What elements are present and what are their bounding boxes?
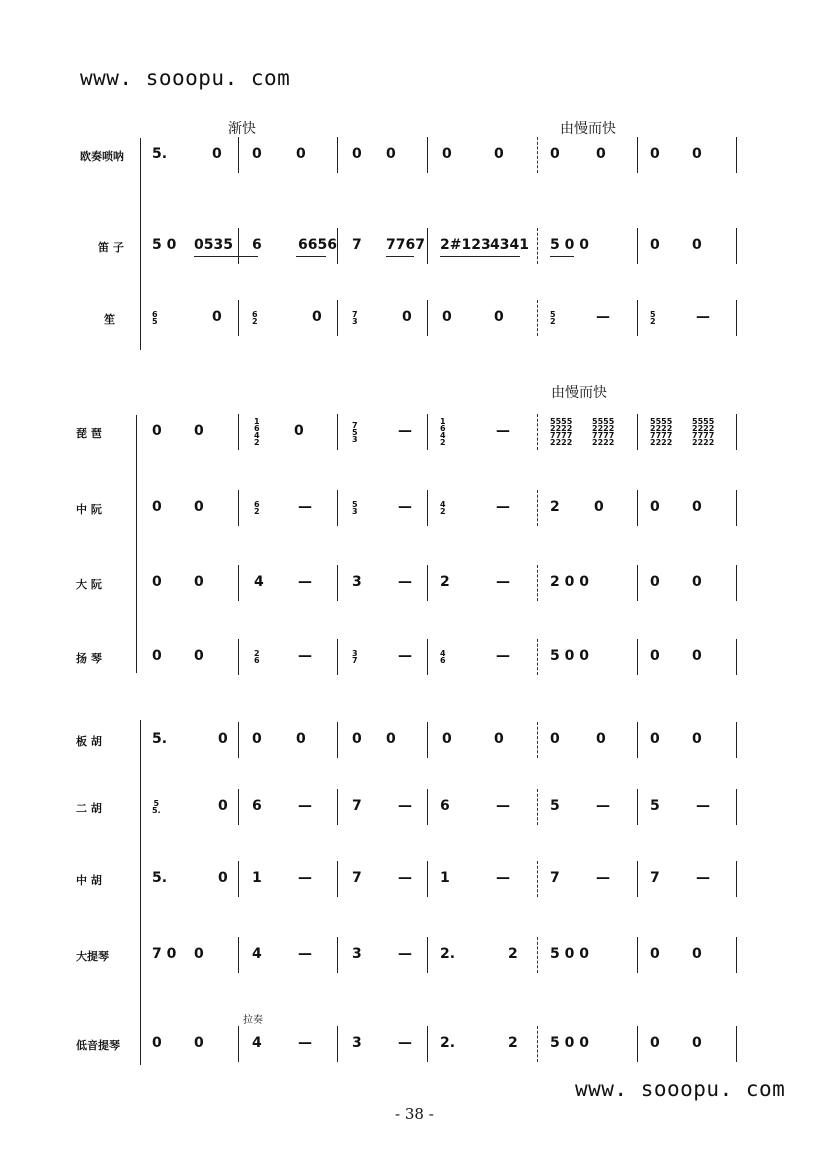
note-daruan: 0	[650, 574, 660, 590]
barline	[238, 137, 239, 173]
note-daruan: —	[298, 574, 312, 590]
note-zhonghu: 1	[440, 870, 450, 886]
barline	[537, 414, 538, 450]
note-sheng: 0	[312, 309, 322, 325]
barline	[537, 937, 538, 973]
note-suona: 0	[252, 146, 262, 162]
note-erhu: 6	[440, 798, 450, 814]
note-daruan: 0	[152, 574, 162, 590]
note-erhu: 5	[650, 798, 660, 814]
note-erhu: —	[696, 798, 710, 814]
note-zhongruan: 5 3	[352, 500, 358, 516]
wind-brace	[140, 138, 141, 350]
barline	[736, 228, 737, 264]
barline	[337, 490, 338, 526]
barline	[637, 490, 638, 526]
barline	[637, 565, 638, 601]
note-erhu: 5 5.	[152, 799, 161, 815]
note-zhonghu: 7	[650, 870, 660, 886]
note-pipa: 0	[152, 423, 162, 439]
note-erhu: —	[596, 798, 610, 814]
barline	[238, 228, 239, 264]
note-suona: 0	[296, 146, 306, 162]
note-suona: 0	[550, 146, 560, 162]
note-sheng: 5 2	[550, 310, 556, 326]
barline	[537, 639, 538, 675]
watermark-bottom: www. sooopu. com	[575, 1077, 786, 1101]
barline	[537, 861, 538, 897]
note-pipa: 5555 2222 7777 2222	[592, 417, 615, 447]
barline	[637, 937, 638, 973]
note-diyin: 3	[352, 1035, 362, 1051]
note-sheng: 0	[212, 309, 222, 325]
instrument-label-yangqin: 扬 琴	[76, 652, 102, 665]
note-diyin: 0	[152, 1035, 162, 1051]
note-datiqin: —	[398, 946, 412, 962]
instrument-label-dizi: 笛 子	[98, 241, 124, 254]
barline	[337, 861, 338, 897]
note-dizi: 0	[650, 237, 660, 253]
barline	[637, 722, 638, 758]
note-datiqin: 2.	[440, 946, 456, 962]
note-diyin: 5 0 0	[550, 1035, 589, 1051]
note-pipa: 5555 2222 7777 2222	[650, 417, 673, 447]
note-diyin: 4	[252, 1035, 262, 1051]
note-diyin: 0	[692, 1035, 702, 1051]
barline	[736, 722, 737, 758]
note-pipa: 5555 2222 7777 2222	[550, 417, 573, 447]
note-daruan: 0	[692, 574, 702, 590]
note-zhonghu: —	[398, 870, 412, 886]
barline	[238, 300, 239, 336]
barline	[427, 137, 428, 173]
note-suona: 0	[596, 146, 606, 162]
barline	[637, 789, 638, 825]
note-banhu: 0	[596, 731, 606, 747]
note-zhonghu: —	[696, 870, 710, 886]
page-number: - 38 -	[395, 1105, 434, 1123]
note-suona: 0	[692, 146, 702, 162]
instrument-label-diyin: 低音提琴	[76, 1039, 120, 1052]
note-banhu: 0	[386, 731, 396, 747]
note-banhu: 0	[650, 731, 660, 747]
barline	[736, 937, 737, 973]
note-datiqin: 3	[352, 946, 362, 962]
note-suona: 5.	[152, 146, 168, 162]
instrument-label-suona: 欧奏唢呐	[80, 150, 124, 163]
note-dizi: 7	[352, 237, 362, 253]
note-sheng: 6 2	[252, 310, 258, 326]
note-suona: 0	[494, 146, 504, 162]
barline	[337, 228, 338, 264]
note-dizi: 2#123	[440, 237, 491, 253]
note-zhongruan: —	[398, 499, 412, 515]
note-yangqin: 0	[194, 648, 204, 664]
underline	[550, 256, 574, 257]
instrument-label-sheng: 笙	[104, 313, 115, 326]
underline	[296, 256, 326, 257]
barline	[637, 137, 638, 173]
note-zhonghu: 1	[252, 870, 262, 886]
barline	[637, 300, 638, 336]
tempo-la-zou: 拉奏	[243, 1015, 263, 1026]
note-yangqin: 3 7	[352, 649, 358, 665]
note-erhu: —	[398, 798, 412, 814]
underline	[440, 256, 520, 257]
note-banhu: 0	[550, 731, 560, 747]
note-daruan: 0	[194, 574, 204, 590]
note-yangqin: 0	[692, 648, 702, 664]
note-banhu: 0	[252, 731, 262, 747]
note-yangqin: 4 6	[440, 649, 446, 665]
barline	[537, 137, 538, 173]
note-banhu: 0	[442, 731, 452, 747]
barline	[427, 789, 428, 825]
instrument-label-banhu: 板 胡	[76, 735, 102, 748]
barline	[637, 639, 638, 675]
barline	[238, 414, 239, 450]
barline	[537, 789, 538, 825]
barline	[537, 490, 538, 526]
barline	[537, 228, 538, 264]
watermark-top: www. sooopu. com	[80, 66, 291, 90]
note-dizi: 4341	[490, 237, 529, 253]
barline	[337, 639, 338, 675]
note-zhongruan: 0	[152, 499, 162, 515]
tempo-you-man-er-kuai: 由慢而快	[560, 121, 616, 137]
note-zhonghu: 5.	[152, 870, 168, 886]
barline	[537, 300, 538, 336]
note-pipa: 0	[294, 423, 304, 439]
note-suona: 0	[212, 146, 222, 162]
note-yangqin: 0	[152, 648, 162, 664]
barline	[736, 639, 737, 675]
barline	[637, 1026, 638, 1062]
note-banhu: 0	[218, 731, 228, 747]
instrument-label-zhongruan: 中 阮	[76, 503, 102, 516]
note-pipa: 0	[194, 423, 204, 439]
note-erhu: 7	[352, 798, 362, 814]
note-zhongruan: 2	[550, 499, 560, 515]
note-datiqin: —	[298, 946, 312, 962]
note-sheng: 7 3	[352, 310, 358, 326]
barline	[427, 722, 428, 758]
note-zhongruan: 0	[194, 499, 204, 515]
note-zhongruan: 6 2	[254, 500, 260, 516]
note-datiqin: 0	[692, 946, 702, 962]
barline	[238, 490, 239, 526]
barline	[337, 789, 338, 825]
note-zhonghu: 7	[550, 870, 560, 886]
note-datiqin: 0	[194, 946, 204, 962]
barline	[637, 414, 638, 450]
note-suona: 0	[650, 146, 660, 162]
barline	[238, 639, 239, 675]
barline	[736, 1026, 737, 1062]
barline	[537, 722, 538, 758]
instrument-label-erhu: 二 胡	[76, 802, 102, 815]
note-sheng: 0	[402, 309, 412, 325]
bowed-brace	[140, 720, 141, 1065]
note-dizi: 6656	[298, 237, 337, 253]
note-erhu: 6	[252, 798, 262, 814]
note-pipa: 1 6 4 2	[254, 417, 260, 447]
note-dizi: 6	[252, 237, 262, 253]
instrument-label-daruan: 大 阮	[76, 578, 102, 591]
note-pipa: —	[496, 423, 510, 439]
note-dizi: 0	[692, 237, 702, 253]
note-pipa: 7 5 3	[352, 420, 358, 444]
note-diyin: 2	[508, 1035, 518, 1051]
barline	[736, 490, 737, 526]
underline	[194, 256, 258, 257]
note-dizi: 0535	[194, 237, 233, 253]
barline	[427, 639, 428, 675]
note-yangqin: 2 6	[254, 649, 260, 665]
note-datiqin: 2	[508, 946, 518, 962]
note-erhu: 0	[218, 798, 228, 814]
note-daruan: 3	[352, 574, 362, 590]
note-pipa: 5555 2222 7777 2222	[692, 417, 715, 447]
barline	[238, 861, 239, 897]
barline	[537, 565, 538, 601]
barline	[337, 137, 338, 173]
note-datiqin: 5 0 0	[550, 946, 589, 962]
barline	[427, 300, 428, 336]
note-banhu: 0	[296, 731, 306, 747]
note-zhonghu: 7	[352, 870, 362, 886]
note-datiqin: 7 0	[152, 946, 177, 962]
tempo-jian-kuai: 渐快	[228, 121, 256, 137]
note-zhongruan: 0	[594, 499, 604, 515]
barline	[427, 490, 428, 526]
note-daruan: —	[398, 574, 412, 590]
note-banhu: 0	[494, 731, 504, 747]
note-yangqin: —	[496, 648, 510, 664]
barline	[637, 228, 638, 264]
note-zhongruan: 0	[650, 499, 660, 515]
note-datiqin: 4	[252, 946, 262, 962]
note-dizi: 5 0	[152, 237, 177, 253]
instrument-label-pipa: 琵 琶	[76, 427, 102, 440]
note-diyin: 2.	[440, 1035, 456, 1051]
barline	[238, 789, 239, 825]
note-zhongruan: —	[496, 499, 510, 515]
note-sheng: 0	[494, 309, 504, 325]
barline	[427, 414, 428, 450]
barline	[337, 414, 338, 450]
note-erhu: —	[298, 798, 312, 814]
note-daruan: 4	[254, 574, 264, 590]
barline	[337, 722, 338, 758]
note-suona: 0	[352, 146, 362, 162]
barline	[427, 1026, 428, 1062]
tempo-you-man-er-kuai-pipa: 由慢而快	[551, 385, 607, 401]
instrument-label-datiqin: 大提琴	[76, 950, 109, 963]
barline	[637, 861, 638, 897]
note-diyin: —	[398, 1035, 412, 1051]
barline	[736, 565, 737, 601]
barline	[736, 861, 737, 897]
barline	[427, 937, 428, 973]
note-erhu: —	[496, 798, 510, 814]
note-zhonghu: —	[596, 870, 610, 886]
note-banhu: 5.	[152, 731, 168, 747]
barline	[337, 937, 338, 973]
note-banhu: 0	[352, 731, 362, 747]
note-sheng: 5 2	[650, 310, 656, 326]
note-sheng: —	[596, 309, 610, 325]
note-zhongruan: 0	[692, 499, 702, 515]
note-zhonghu: 0	[218, 870, 228, 886]
barline	[238, 722, 239, 758]
barline	[337, 300, 338, 336]
note-sheng: 6 5	[152, 310, 158, 326]
plucked-brace	[136, 415, 137, 673]
note-pipa: —	[398, 423, 412, 439]
note-dizi: 7767	[386, 237, 425, 253]
barline	[736, 789, 737, 825]
note-daruan: —	[496, 574, 510, 590]
note-pipa: 1 6 4 2	[440, 417, 446, 447]
note-yangqin: —	[298, 648, 312, 664]
barline	[337, 565, 338, 601]
barline	[537, 1026, 538, 1062]
barline	[238, 565, 239, 601]
note-zhongruan: 4 2	[440, 500, 446, 516]
note-datiqin: 0	[650, 946, 660, 962]
barline	[736, 300, 737, 336]
note-diyin: —	[298, 1035, 312, 1051]
note-yangqin: —	[398, 648, 412, 664]
barline	[337, 1026, 338, 1062]
note-daruan: 2	[440, 574, 450, 590]
note-yangqin: 5 0 0	[550, 648, 589, 664]
barline	[427, 861, 428, 897]
note-sheng: 0	[442, 309, 452, 325]
note-daruan: 2 0 0	[550, 574, 589, 590]
underline	[386, 256, 414, 257]
note-erhu: 5	[550, 798, 560, 814]
barline	[427, 565, 428, 601]
barline	[736, 137, 737, 173]
note-sheng: —	[696, 309, 710, 325]
note-dizi: 5 0 0	[550, 237, 589, 253]
barline	[238, 937, 239, 973]
instrument-label-zhonghu: 中 胡	[76, 874, 102, 887]
note-suona: 0	[386, 146, 396, 162]
note-zhonghu: —	[496, 870, 510, 886]
note-zhongruan: —	[298, 499, 312, 515]
note-banhu: 0	[692, 731, 702, 747]
note-suona: 0	[442, 146, 452, 162]
barline	[736, 414, 737, 450]
note-diyin: 0	[194, 1035, 204, 1051]
note-zhonghu: —	[298, 870, 312, 886]
barline	[427, 228, 428, 264]
note-diyin: 0	[650, 1035, 660, 1051]
barline	[238, 1026, 239, 1062]
note-yangqin: 0	[650, 648, 660, 664]
